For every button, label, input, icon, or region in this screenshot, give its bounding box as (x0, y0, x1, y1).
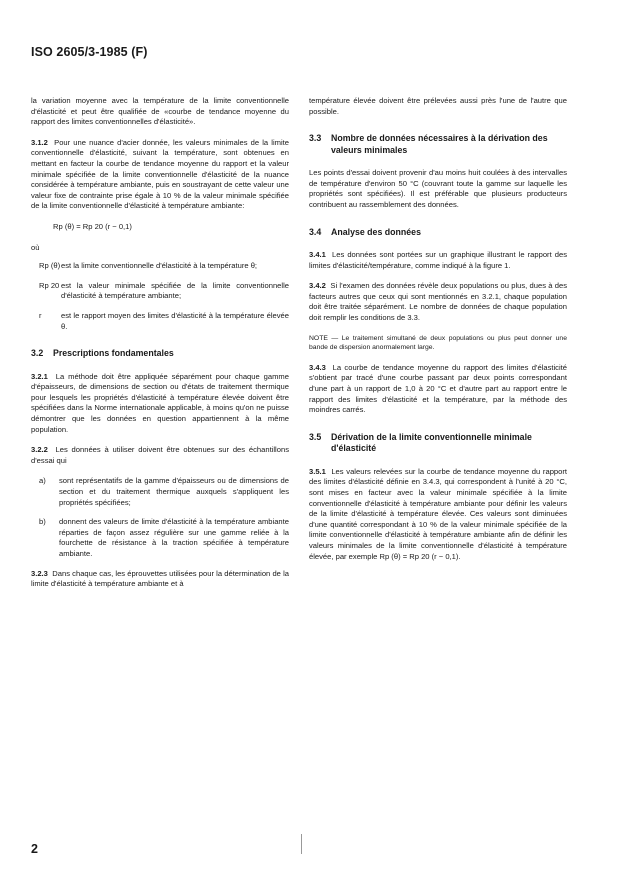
paragraph-3-3: Les points d'essai doivent provenir d'au moins huit coulées à des intervalles de température d'environ 50 °C (couvrant toute la gamme sur laquelle les propriétés sont spécifiées). Il est préférable que plusieurs producteurs contribuent au rassemblement des données. (309, 168, 567, 209)
clause-number: 3.4.1 (309, 250, 326, 260)
section-number: 3.4 (309, 226, 322, 237)
clause-text: Dans chaque cas, les éprouvettes utilisées pour la détermination de la limite d'élasticité à température ambiante et à (31, 568, 289, 589)
definition-rp-theta (39, 261, 289, 272)
definition-text: est la valeur minimale spécifiée de la limite conventionnelle d'élasticité à température ambiante; (61, 280, 289, 301)
paragraph-3-4-2 (309, 281, 567, 323)
paragraph-3-2-3 (31, 569, 289, 590)
clause-text: Les valeurs relevées sur la courbe de tendance moyenne du rapport des limites d'élasticité définie en 3.4.3, qui correspondent à l'unité à 20 °C, sont mises en facteur avec la valeur minimale spécifiée à la limite conventionnelle d'élasticité à température ambiante pour définir les valeurs de la limite d'élasticité à température élevée. Ces valeurs sont diminuées d'une quantité correspondant à 10 % de la valeur minimale spécifiée de la limite conventionnelle d'élasticité à température ambiante afin de définir les valeurs minimales de la limite conventionnelle d'élasticité à température élevée, par exemple Rp (θ) = Rp 20 (r − 0,1). (309, 466, 567, 561)
note: NOTE — Le traitement simultané de deux populations ou plus peut donner une bande de dispersion anormalement large. (309, 334, 567, 352)
clause-text: La courbe de tendance moyenne du rapport des limites d'élasticité s'obtient par tracé d'une courbe passant par deux points correspondant d'une part à un rapport de 1,0 à 20 °C et d'autre part au rapport entre le rapport des limites d'élasticité et la température, par la méthode des moindres carrés. (309, 362, 567, 415)
clause-text: Pour une nuance d'acier donnée, les valeurs minimales de la limite conventionnelle d'élasticité, suivant la température, sont obtenues en mettant en facteur la courbe de tendance moyenne du rapport et la valeur minimale spécifiée de la limite conventionnelle d'élasticité de la nuance considérée à température ambiante, puis en soustrayant de cette valeur une valeur fixe de contrainte prise égale à 10 % de la valeur minimale spécifiée de la limite conventionnelle d'élasticité à température ambiante: (31, 137, 289, 211)
clause-text: Si l'examen des données révèle deux populations ou plus, dues à des facteurs autres que ceux qui sont mentionnés en 3.2.1, chaque population doit être traitée séparément. Le nombre de données de chaque population doit remplir les conditions de 3.3. (309, 281, 567, 323)
paragraph-3-1-2 (31, 138, 289, 212)
clause-number: 3.2.2 (31, 445, 48, 455)
paragraph-3-2-2 (31, 445, 289, 466)
right-column (309, 96, 567, 572)
section-heading-3-2 (31, 348, 289, 360)
list-label: a) (39, 476, 46, 486)
continued-paragraph: température élevée doivent être prélevées aussi près l'une de l'autre que possible. (309, 96, 567, 116)
paragraph-3-2-1 (31, 372, 289, 436)
section-title: Dérivation de la limite conventionnelle minimale d'élasticité (331, 431, 532, 454)
clause-number: 3.4.2 (309, 281, 326, 291)
definition-term: r (39, 310, 42, 320)
column-divider (301, 834, 302, 854)
section-number: 3.2 (31, 348, 44, 359)
section-heading-3-5 (309, 432, 567, 455)
clause-number: 3.1.2 (31, 137, 48, 147)
section-title: Analyse des données (331, 226, 421, 237)
section-number: 3.3 (309, 133, 322, 144)
list-item-b (39, 517, 289, 559)
clause-text: Les données sont portées sur un graphique illustrant le rapport des limites d'élasticité/température, comme indiqué à la figure 1. (309, 250, 567, 270)
section-title: Nombre de données nécessaires à la dérivation des valeurs minimales (331, 133, 548, 155)
clause-text: Les données à utiliser doivent être obtenues sur des échantillons d'essai qui (31, 445, 289, 465)
clause-number: 3.4.3 (309, 362, 326, 372)
document-header: ISO 2605/3-1985 (F) (31, 45, 148, 59)
clause-text: La méthode doit être appliquée séparément pour chaque gamme d'épaisseurs, de dimensions de section ou d'états de traitement thermique pour lesquels les propriétés d'élasticité à température élevée doivent être spécifiées dans la Norme internationale applicable, à moins qu'on ne puisse démontrer que les données en question appartiennent à la même population. (31, 371, 289, 434)
clause-number: 3.2.1 (31, 371, 48, 381)
paragraph-3-5-1 (309, 467, 567, 562)
section-heading-3-4 (309, 227, 567, 239)
definition-r (39, 311, 289, 332)
paragraph-3-4-3 (309, 363, 567, 416)
where-label: où (31, 242, 40, 252)
left-column (31, 96, 289, 600)
intro-paragraph: la variation moyenne avec la température de la limite conventionnelle d'élasticité et peut être qualifiée de «courbe de tendance moyenne du rapport des limites conventionnelles d'élasticité». (31, 96, 289, 127)
list-text: donnent des valeurs de limite d'élasticité à la température ambiante réparties de façon assez régulière sur une gamme reliée à la fourchette de résistance à la traction spécifiée à température ambiante. (59, 517, 289, 558)
page-number: 2 (31, 842, 38, 856)
list-label: b) (39, 517, 46, 527)
section-title: Prescriptions fondamentales (53, 348, 174, 359)
definition-term: Rp 20 (39, 280, 60, 290)
section-heading-3-3 (309, 133, 567, 156)
formula: Rp (θ) = Rp 20 (r − 0,1) (53, 221, 132, 231)
list-text: sont représentatifs de la gamme d'épaisseurs ou de dimensions de section et du traitement thermique auxquels s'appliquent les propriétés spécifiées; (59, 476, 289, 507)
paragraph-3-4-1 (309, 250, 567, 271)
definition-text: est le rapport moyen des limites d'élasticité à la température élevée θ. (61, 310, 289, 331)
definition-term: Rp (θ) (39, 261, 61, 271)
definition-rp20 (39, 281, 289, 302)
list-item-a (39, 476, 289, 508)
definition-text: est la limite conventionnelle d'élasticité à la température θ; (61, 261, 258, 271)
clause-number: 3.5.1 (309, 466, 326, 476)
clause-number: 3.2.3 (31, 568, 48, 578)
section-number: 3.5 (309, 431, 322, 442)
